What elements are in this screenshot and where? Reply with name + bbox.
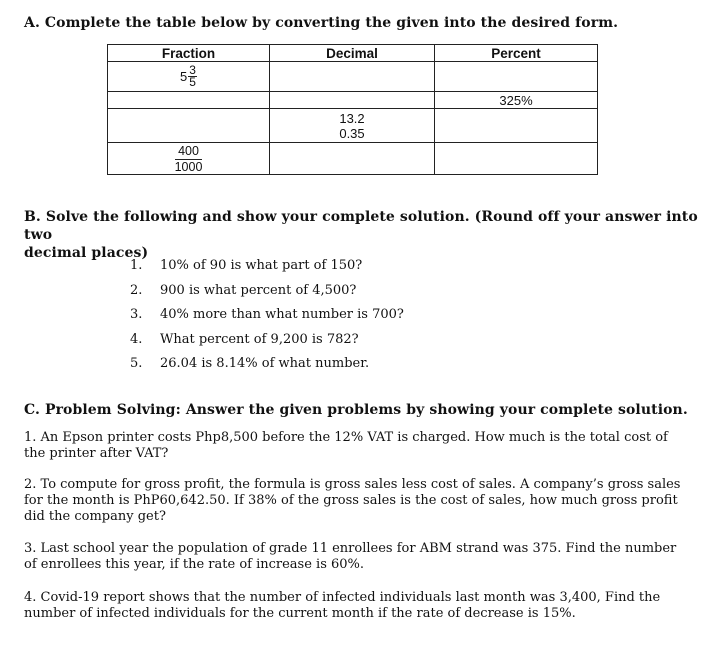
percent-cell[interactable] [435, 143, 598, 175]
whole-number: 5 [180, 69, 188, 84]
item-number: 1. [130, 258, 143, 273]
fraction-cell [108, 143, 270, 175]
list-item [130, 352, 404, 377]
item-number: 2. [130, 282, 143, 298]
list-item [130, 303, 404, 328]
problem-line: 4. Covid-19 report shows that the number of infected individuals last month was 3,400, Find the [24, 590, 661, 605]
fraction-denominator: 1000 [174, 160, 203, 174]
table-header-row [108, 45, 598, 62]
column-header-decimal: Decimal [270, 45, 435, 62]
problem-line: for the month is PhP60,642.50. If 38% of the gross sales is the cost of sales, how much gross profit [24, 493, 678, 508]
item-text: What percent of 9,200 is 782? [160, 331, 359, 347]
item-number: 5. [130, 356, 143, 371]
percent-cell: 325% [435, 92, 598, 109]
fraction-cell[interactable] [108, 109, 270, 143]
item-number: 4. [130, 331, 143, 347]
decimal-value: 0.35 [339, 125, 365, 141]
item-text: 900 is what percent of 4,500? [160, 282, 357, 298]
fraction-cell [108, 62, 270, 92]
problem-2 [24, 477, 704, 525]
fraction-numerator: 400 [175, 144, 202, 160]
decimal-cell[interactable] [270, 143, 435, 175]
item-text: 10% of 90 is what part of 150? [160, 258, 363, 273]
decimal-value: 13.2 [339, 110, 365, 126]
decimal-cell[interactable] [270, 62, 435, 92]
column-header-fraction: Fraction [108, 45, 270, 62]
simple-fraction [175, 144, 203, 174]
problem-1 [24, 430, 704, 462]
table-row [108, 109, 598, 143]
problem-line: of enrollees this year, if the rate of increase is 60%. [24, 557, 365, 572]
item-text: 40% more than what number is 700? [160, 307, 404, 322]
table-row [108, 62, 598, 92]
fraction-denominator: 5 [189, 75, 196, 89]
percent-cell[interactable] [435, 109, 598, 143]
list-item [130, 254, 404, 279]
problem-line: number of infected individuals for the current month if the rate of decrease is 15%. [24, 606, 576, 621]
mixed-fraction [180, 65, 197, 88]
problem-line: 2. To compute for gross profit, the formula is gross sales less cost of sales. A company’s gross sales [24, 477, 681, 492]
problem-line: the printer after VAT? [24, 446, 169, 461]
fraction-cell[interactable] [108, 92, 270, 109]
problem-line: 3. Last school year the population of grade 11 enrollees for ABM strand was 375. Find the number [24, 541, 677, 556]
table-row [108, 92, 598, 109]
problem-line: did the company get? [24, 509, 166, 524]
problem-line: 1. An Epson printer costs Php8,500 before the 12% VAT is charged. How much is the total cost of [24, 430, 668, 445]
section-a-heading: A. Complete the table below by converting the given into the desired form. [24, 15, 619, 31]
percent-cell[interactable] [435, 62, 598, 92]
list-item [130, 279, 404, 304]
section-b-heading-line: B. Solve the following and show your complete solution. (Round off your answer into two [24, 209, 698, 243]
fraction-numerator: 3 [189, 63, 196, 77]
item-number: 3. [130, 307, 143, 322]
decimal-cell[interactable] [270, 92, 435, 109]
table-row [108, 143, 598, 175]
conversion-table [107, 44, 598, 175]
decimal-cell [270, 109, 435, 143]
item-text: 26.04 is 8.14% of what number. [160, 356, 370, 371]
section-c-heading: C. Problem Solving: Answer the given problems by showing your complete solution. [24, 402, 688, 418]
problem-3 [24, 541, 704, 573]
question-list [130, 254, 404, 377]
problem-4 [24, 590, 704, 622]
list-item [130, 328, 404, 353]
section-b-heading-line: decimal places) [24, 245, 149, 261]
column-header-percent: Percent [435, 45, 598, 62]
